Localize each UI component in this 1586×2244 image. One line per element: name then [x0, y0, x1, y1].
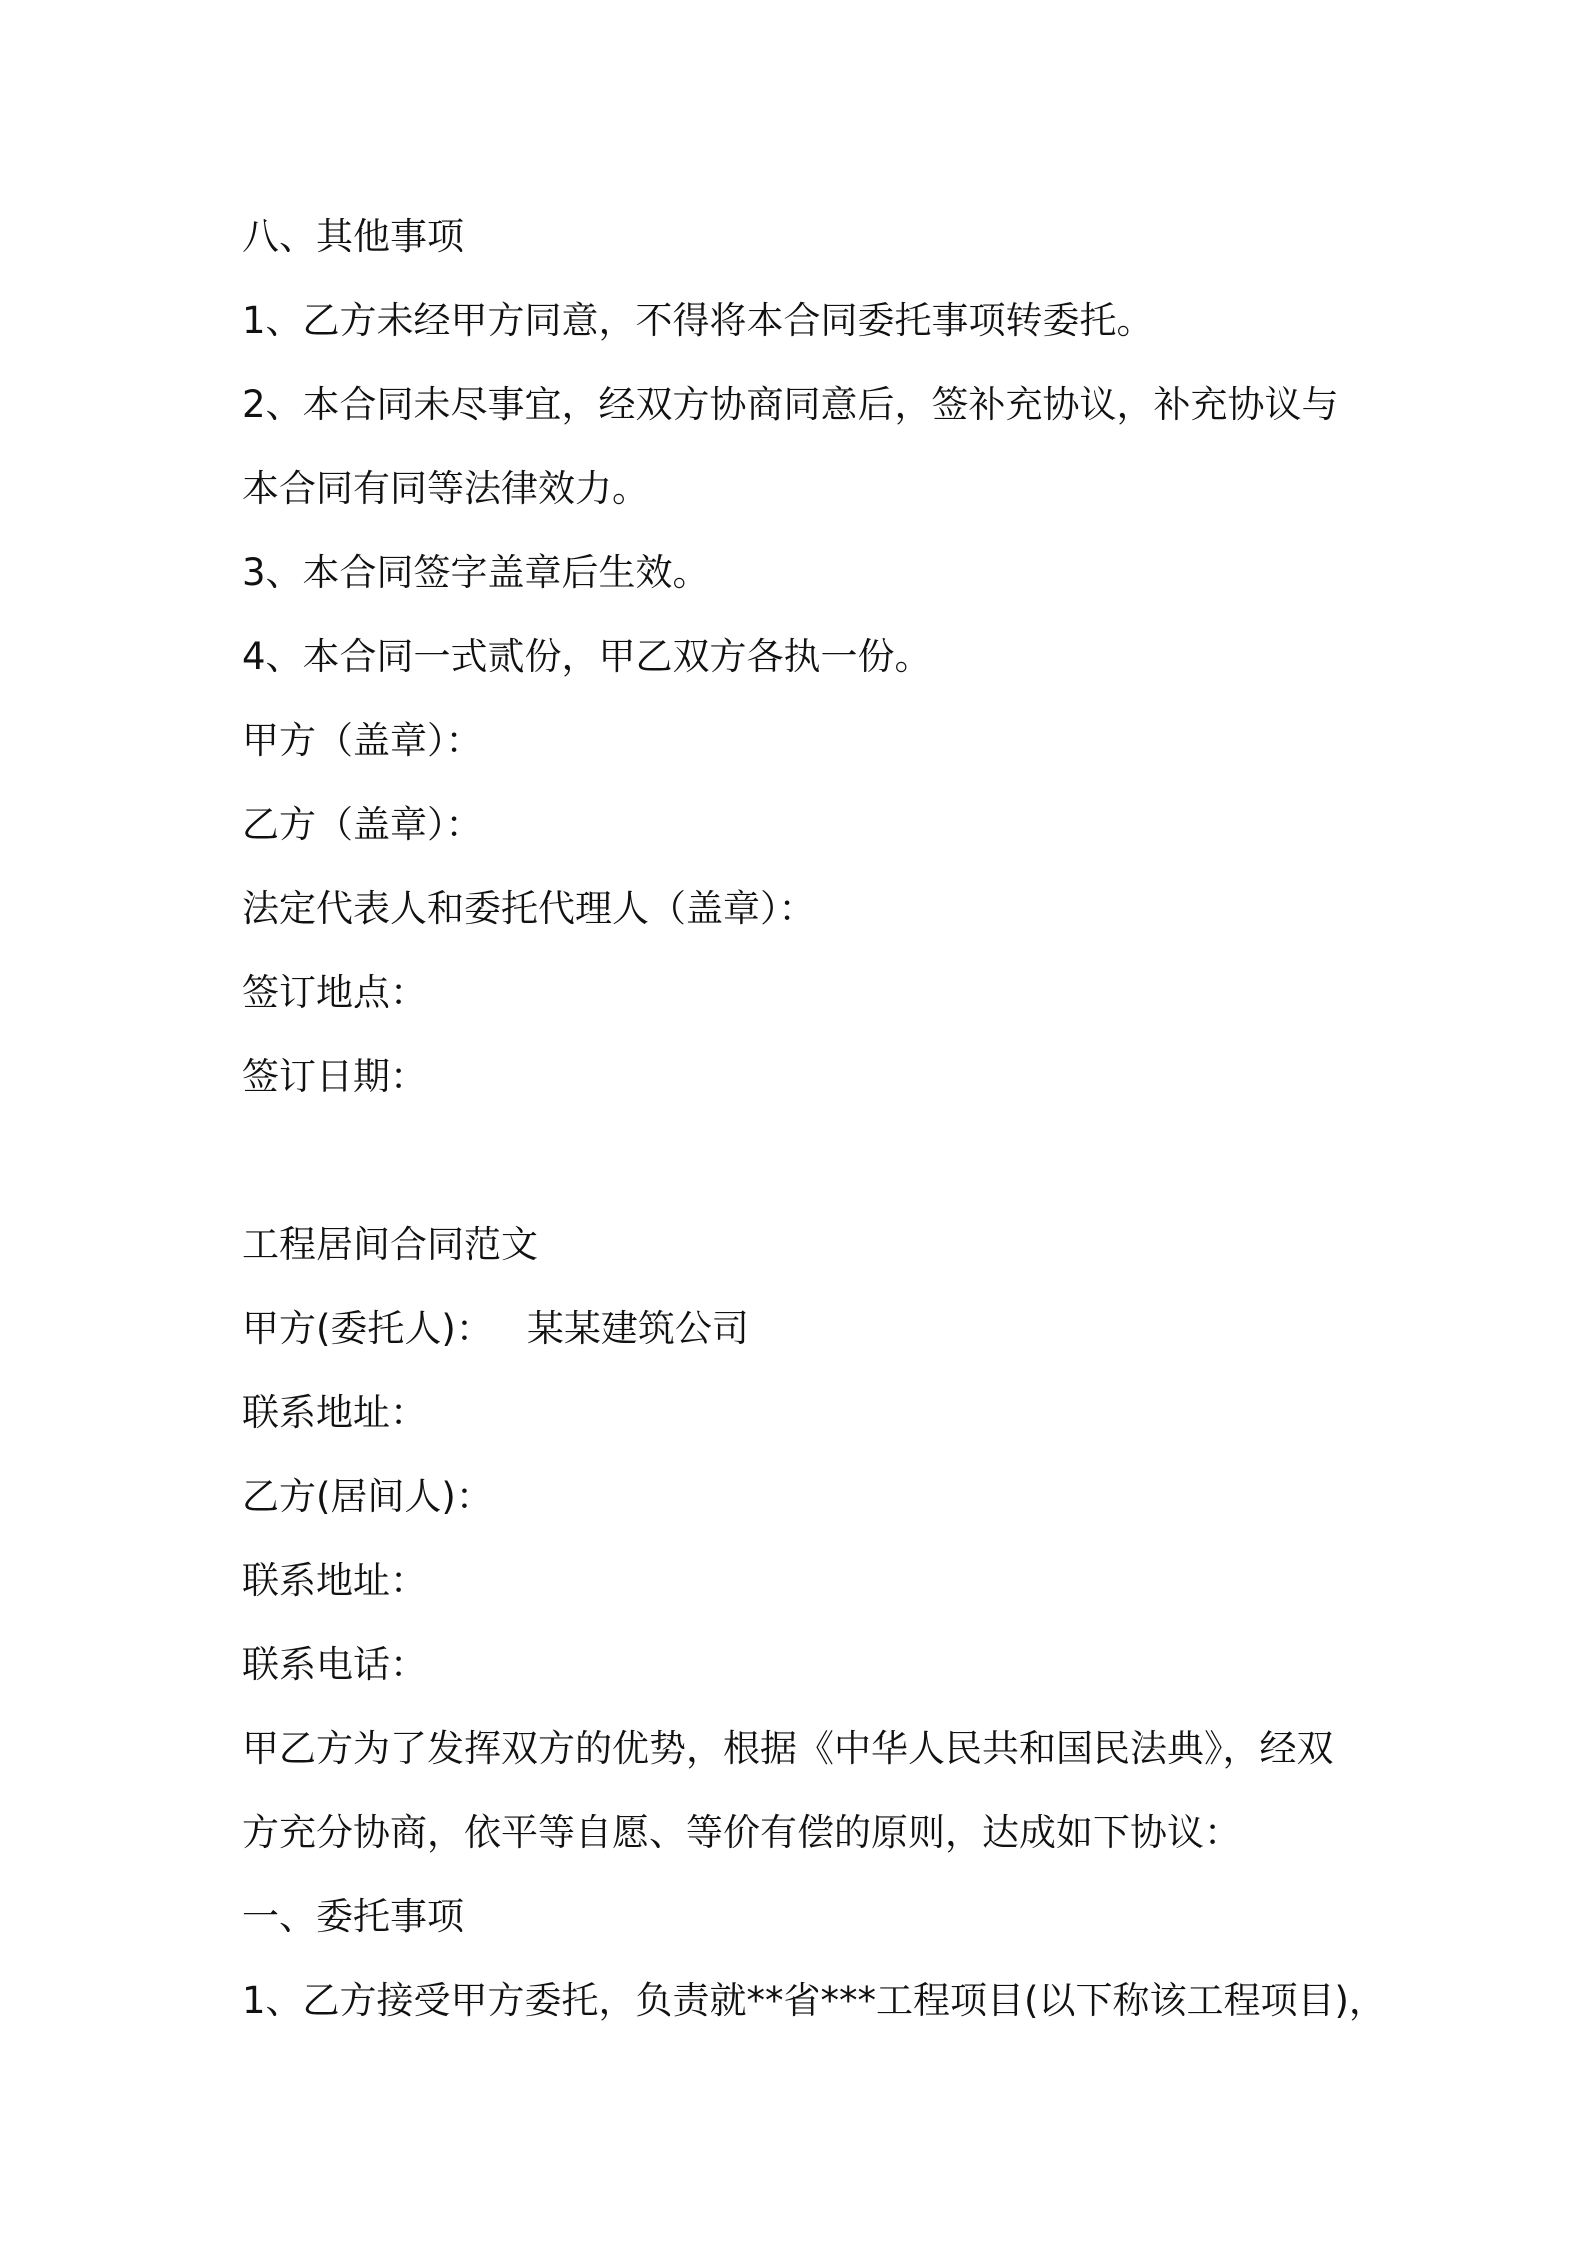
party-a-address-field: 联系地址： [242, 1391, 427, 1434]
clause-4: 4、本合同一式贰份，甲乙双方各执一份。 [242, 635, 932, 678]
party-b-label: 乙方(居间人)： [242, 1475, 493, 1518]
section-spacer [242, 1119, 1362, 1203]
party-a-label: 甲方(委托人)： [242, 1307, 493, 1350]
clause-2-line-1: 2、本合同未尽事宜，经双方协商同意后，签补充协议，补充协议与 [242, 383, 1339, 426]
preamble-line-1: 甲乙方为了发挥双方的优势，根据《中华人民共和国民法典》，经双 [242, 1727, 1334, 1770]
representative-seal-field: 法定代表人和委托代理人（盖章）： [242, 887, 816, 930]
section-heading-8: 八、其他事项 [242, 215, 464, 258]
party-b-phone-field: 联系电话： [242, 1643, 427, 1686]
section-heading-1: 一、委托事项 [242, 1895, 464, 1938]
clause-1: 1、乙方未经甲方同意，不得将本合同委托事项转委托。 [242, 299, 1154, 342]
document-body [242, 195, 1386, 2043]
party-b-seal-field: 乙方（盖章）： [242, 803, 483, 846]
party-b-address-field: 联系地址： [242, 1559, 427, 1602]
party-a-row [242, 1287, 1362, 1371]
signing-location-field: 签订地点： [242, 971, 427, 1014]
clause-2-line-2: 本合同有同等法律效力。 [242, 467, 649, 510]
section1-clause-1: 1、乙方接受甲方委托，负责就**省***工程项目(以下称该工程项目)， [242, 1979, 1386, 2022]
contract-title: 工程居间合同范文 [242, 1223, 538, 1266]
party-a-name: 某某建筑公司 [526, 1307, 749, 1350]
preamble-line-2: 方充分协商，依平等自愿、等价有偿的原则，达成如下协议： [242, 1811, 1241, 1854]
party-a-seal-field: 甲方（盖章）： [242, 719, 483, 762]
signing-date-field: 签订日期： [242, 1055, 427, 1098]
clause-3: 3、本合同签字盖章后生效。 [242, 551, 710, 594]
